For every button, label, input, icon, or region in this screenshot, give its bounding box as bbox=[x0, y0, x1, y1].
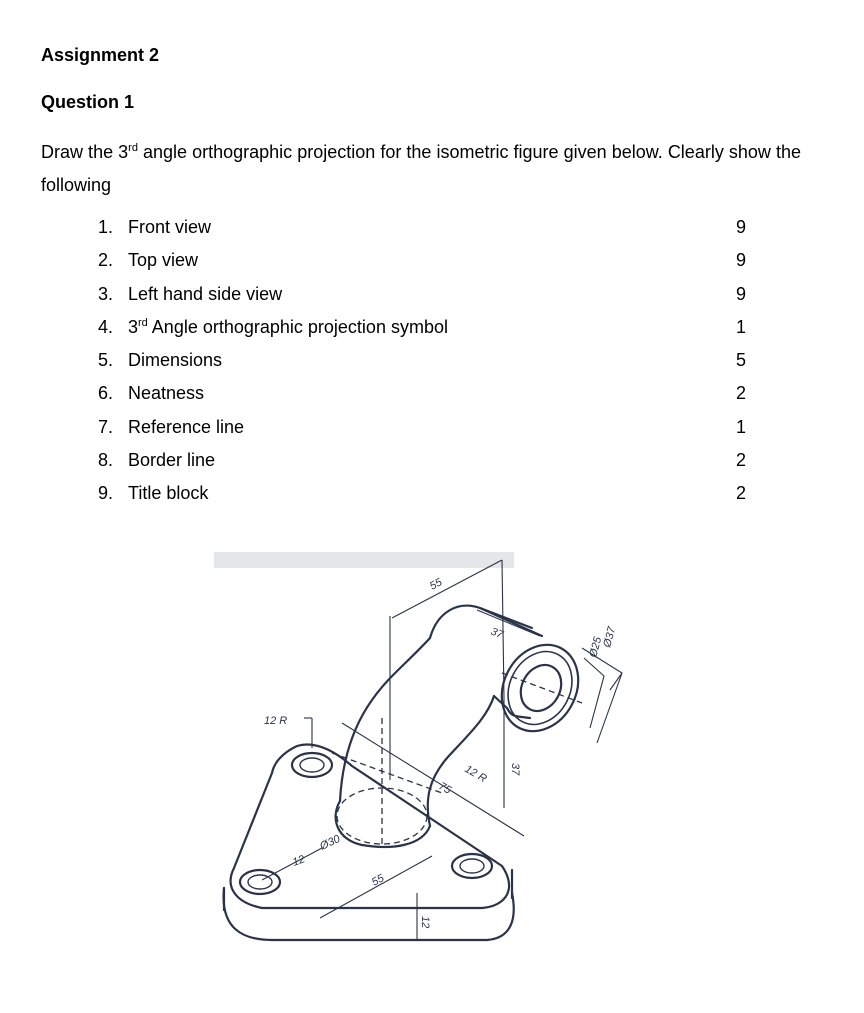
scan-edge-shading bbox=[214, 552, 514, 568]
item-number: 7. bbox=[98, 416, 114, 437]
item-label: Neatness bbox=[128, 383, 205, 404]
dim-label-75: 75 bbox=[436, 780, 454, 797]
item-number: 5. bbox=[98, 350, 114, 371]
item-number: 6. bbox=[98, 383, 114, 404]
item-marks: 2 bbox=[735, 450, 746, 471]
item-number: 2. bbox=[98, 250, 114, 271]
dim-line-37-boss bbox=[477, 610, 540, 636]
dim-label-12-hole: 12 bbox=[290, 853, 307, 869]
item-number: 1. bbox=[98, 217, 114, 237]
base-hole-right-inner bbox=[460, 859, 484, 873]
list-item bbox=[98, 413, 748, 446]
item-label-rest: Angle orthographic projection symbol bbox=[147, 316, 448, 337]
dim-label-37-boss: 37 bbox=[488, 625, 505, 642]
item-label: Top view bbox=[128, 250, 199, 271]
item-marks: 2 bbox=[735, 483, 746, 504]
boss-cylinder-top bbox=[480, 608, 532, 628]
dim-label-12-thickness: 12 bbox=[419, 916, 431, 929]
instruction-superscript: rd bbox=[128, 142, 138, 154]
instruction-text-start: Draw the 3 bbox=[41, 142, 129, 162]
boss-outer-face-inner-rim bbox=[496, 640, 585, 735]
dim-line-dia25 bbox=[584, 658, 604, 728]
list-item bbox=[98, 479, 748, 512]
item-marks: 5 bbox=[735, 350, 746, 371]
dim-line-12-left bbox=[262, 848, 322, 880]
list-item bbox=[98, 446, 748, 479]
item-label: Front view bbox=[128, 217, 212, 237]
base-plate-bottom bbox=[224, 888, 514, 940]
item-marks: 9 bbox=[735, 250, 746, 271]
list-item bbox=[98, 280, 748, 313]
dim-label-dia37: Ø37 bbox=[601, 625, 619, 649]
base-hole-left-top-inner bbox=[300, 758, 324, 772]
item-label-prefix: 3 bbox=[128, 316, 139, 337]
item-label bbox=[128, 313, 448, 342]
item-number: 3. bbox=[98, 283, 114, 304]
center-line-horizontal bbox=[332, 753, 442, 793]
elbow-pipe-left bbox=[340, 638, 430, 801]
center-line-boss bbox=[502, 673, 582, 703]
hidden-pipe-base-circle bbox=[337, 788, 427, 844]
item-label: Reference line bbox=[128, 416, 245, 437]
item-number: 8. bbox=[98, 450, 114, 471]
dim-label-12R-bend: 12 R bbox=[462, 763, 489, 786]
item-label: Border line bbox=[128, 450, 216, 471]
list-item bbox=[98, 379, 748, 412]
item-marks: 1 bbox=[735, 316, 746, 337]
item-number: 9. bbox=[98, 483, 114, 504]
instruction-text bbox=[41, 136, 801, 202]
item-marks: 9 bbox=[735, 283, 746, 304]
item-marks: 1 bbox=[735, 416, 746, 437]
question-title: Question 1 bbox=[41, 92, 135, 112]
instruction-text-rest: angle orthographic projection for the isometric figure given below. Clearly show the following bbox=[41, 142, 801, 195]
dim-label-dia30: Ø30 bbox=[318, 833, 343, 853]
item-marks: 9 bbox=[735, 217, 746, 237]
list-item bbox=[98, 246, 748, 279]
dim-label-37-side: 37 bbox=[509, 763, 521, 776]
dim-label-55-top: 55 bbox=[427, 576, 445, 593]
item-label-superscript: rd bbox=[138, 316, 148, 329]
dim-label-55-base: 55 bbox=[369, 872, 387, 889]
elbow-pipe-right bbox=[428, 696, 494, 826]
dim-label-dia25: Ø25 bbox=[587, 635, 605, 659]
item-marks: 2 bbox=[735, 383, 746, 404]
item-label: Left hand side view bbox=[128, 283, 283, 304]
list-item bbox=[98, 313, 748, 346]
isometric-figure bbox=[212, 548, 642, 948]
boss-cylinder-bottom bbox=[494, 696, 530, 718]
assignment-title: Assignment 2 bbox=[41, 45, 160, 65]
list-item bbox=[98, 213, 748, 246]
item-label: Dimensions bbox=[128, 350, 223, 371]
item-label: Title block bbox=[128, 483, 209, 504]
task-list bbox=[98, 213, 748, 513]
base-hole-right bbox=[452, 854, 492, 878]
dim-label-12R-left: 12 R bbox=[264, 715, 288, 727]
list-item bbox=[98, 346, 748, 379]
item-number: 4. bbox=[98, 316, 114, 337]
base-hole-left-top bbox=[292, 753, 332, 777]
